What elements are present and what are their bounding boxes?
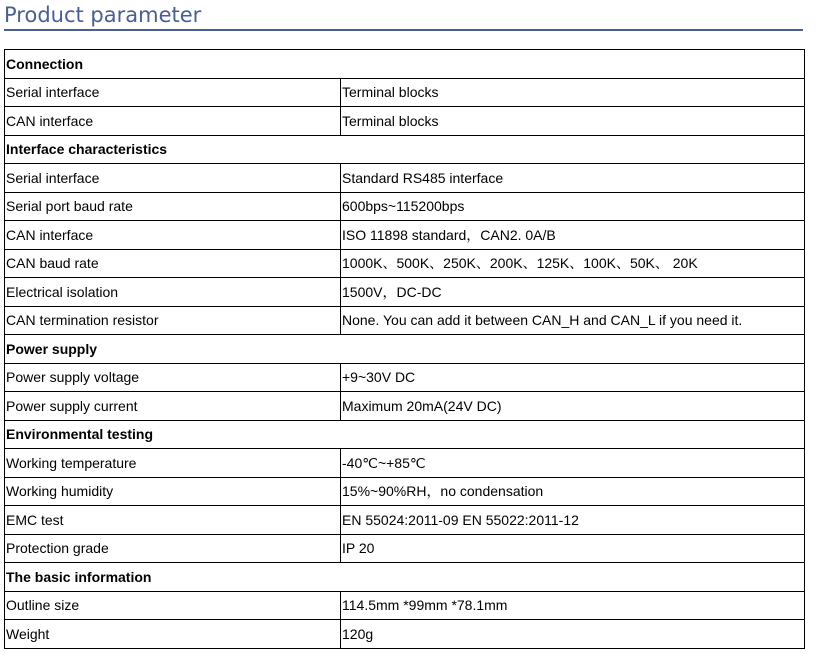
table-row: [5, 392, 805, 421]
param-label: CAN interface: [5, 221, 341, 250]
param-value: ISO 11898 standard，CAN2. 0A/B: [341, 221, 805, 250]
page-title: Product parameter: [4, 3, 202, 27]
section-title-basic-information: The basic information: [5, 563, 805, 592]
param-label: Working humidity: [5, 477, 341, 506]
section-header-row: [5, 335, 805, 364]
table-row: [5, 449, 805, 478]
param-label: Weight: [5, 620, 341, 649]
table-row: [5, 477, 805, 506]
param-value: Terminal blocks: [341, 107, 805, 136]
param-label: Outline size: [5, 591, 341, 620]
table-row: [5, 620, 805, 649]
table-row: [5, 363, 805, 392]
table-row: [5, 221, 805, 250]
param-value: 15%~90%RH，no condensation: [341, 477, 805, 506]
section-header-row: [5, 563, 805, 592]
section-title-power-supply: Power supply: [5, 335, 805, 364]
table-row: [5, 591, 805, 620]
param-label: Protection grade: [5, 534, 341, 563]
param-value: +9~30V DC: [341, 363, 805, 392]
section-header-row: [5, 420, 805, 449]
table-row: [5, 278, 805, 307]
param-value: 1500V，DC-DC: [341, 278, 805, 307]
param-label: Serial port baud rate: [5, 192, 341, 221]
table-row: [5, 534, 805, 563]
table-row: [5, 306, 805, 335]
table-row: [5, 506, 805, 535]
param-value: Standard RS485 interface: [341, 164, 805, 193]
param-label: Working temperature: [5, 449, 341, 478]
param-value: 120g: [341, 620, 805, 649]
section-title-interface-characteristics: Interface characteristics: [5, 135, 805, 164]
param-label: EMC test: [5, 506, 341, 535]
param-value: Maximum 20mA(24V DC): [341, 392, 805, 421]
param-label: CAN interface: [5, 107, 341, 136]
param-value: Terminal blocks: [341, 78, 805, 107]
param-label: Power supply current: [5, 392, 341, 421]
table-row: [5, 192, 805, 221]
param-label: Serial interface: [5, 78, 341, 107]
title-divider: [4, 29, 803, 31]
param-value: EN 55024:2011-09 EN 55022:2011-12: [341, 506, 805, 535]
section-title-connection: Connection: [5, 50, 805, 79]
param-value: 600bps~115200bps: [341, 192, 805, 221]
param-label: Power supply voltage: [5, 363, 341, 392]
table-row: [5, 249, 805, 278]
param-label: CAN baud rate: [5, 249, 341, 278]
section-title-environmental-testing: Environmental testing: [5, 420, 805, 449]
param-value: None. You can add it between CAN_H and CAN_L if you need it.: [341, 306, 805, 335]
table-row: [5, 164, 805, 193]
param-label: Electrical isolation: [5, 278, 341, 307]
product-parameter-table: [4, 49, 805, 649]
table-row: [5, 107, 805, 136]
param-value: 114.5mm *99mm *78.1mm: [341, 591, 805, 620]
param-value: IP 20: [341, 534, 805, 563]
table-row: [5, 78, 805, 107]
param-label: Serial interface: [5, 164, 341, 193]
param-value: 1000K、500K、250K、200K、125K、100K、50K、 20K: [341, 249, 805, 278]
param-value: -40℃~+85℃: [341, 449, 805, 478]
param-label: CAN termination resistor: [5, 306, 341, 335]
section-header-row: [5, 135, 805, 164]
section-header-row: [5, 50, 805, 79]
